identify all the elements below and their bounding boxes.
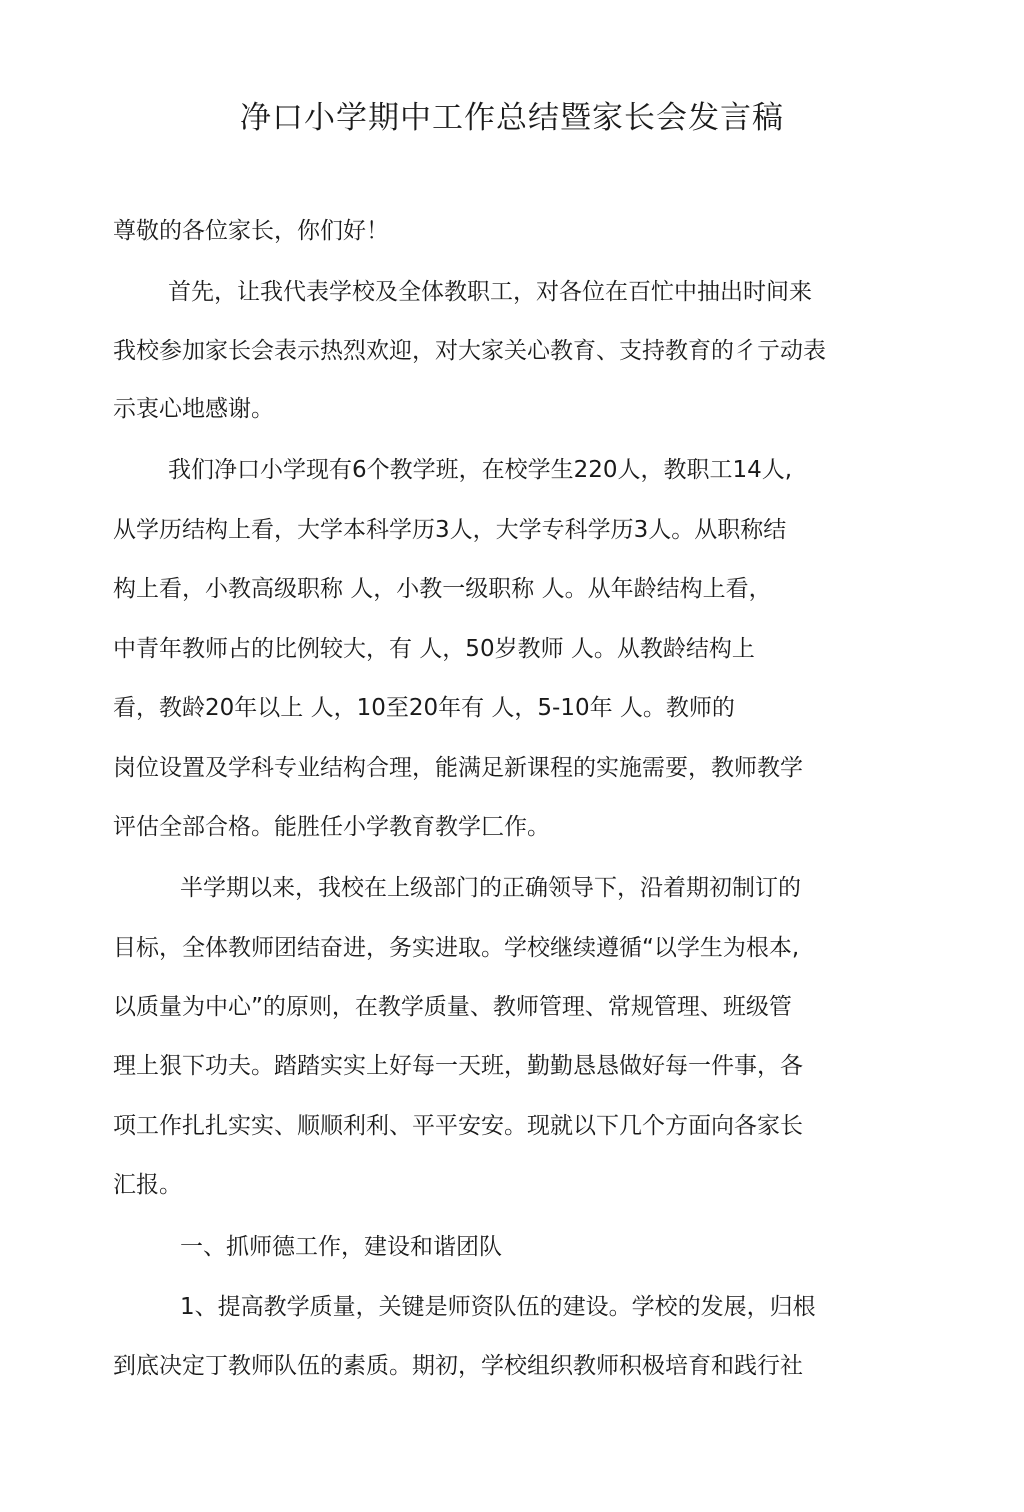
section-heading: 一、抓师德工作，建设和谐团队 xyxy=(180,1234,502,1260)
paragraph-line: 岗位设置及学科专业结构合理，能满足新课程的实施需要，教师教学 xyxy=(113,755,803,781)
paragraph-line: 1、提高教学质量，关键是师资队伍的建设。学校的发展，归根 xyxy=(180,1294,816,1320)
paragraph-line: 到底决定丁教师队伍的素质。期初，学校组织教师积极培育和践行社 xyxy=(113,1353,803,1379)
paragraph-line: 以质量为中心”的原则，在教学质量、教师管理、常规管理、班级管 xyxy=(113,994,792,1020)
paragraph-line: 半学期以来，我校在上级部门的正确领导下，沿着期初制订的 xyxy=(180,875,801,901)
greeting-line: 尊敬的各位家长，你们好！ xyxy=(113,218,389,244)
paragraph-line: 我们净口小学现有6个教学班，在校学生220人，教职工14人, xyxy=(168,457,793,483)
paragraph-line: 从学历结构上看，大学本科学历3人，大学专科学历3人。从职称结 xyxy=(113,517,787,543)
paragraph-line: 目标，全体教师团结奋进，务实进取。学校继续遵循“以学生为根本, xyxy=(113,935,800,961)
paragraph-line: 构上看，小教高级职称 人，小教一级职称 人。从年龄结构上看， xyxy=(113,576,772,602)
paragraph-line: 汇报。 xyxy=(113,1172,182,1198)
paragraph-line: 示衷心地感谢。 xyxy=(113,396,274,422)
paragraph-line: 项工作扎扎实实、顺顺利利、平平安安。现就以下几个方面向各家长 xyxy=(113,1113,803,1139)
document-title: 净口小学期中工作总结暨家长会发言稿 xyxy=(240,100,784,136)
paragraph-line: 看，教龄20年以上 人，10至20年有 人，5-10年 人。教师的 xyxy=(113,695,735,721)
paragraph-line: 我校参加家长会表示热烈欢迎，对大家关心教育、支持教育的彳亍动表 xyxy=(113,338,826,364)
paragraph-line: 评估全部合格。能胜任小学教育教学匚作。 xyxy=(113,814,550,840)
paragraph-line: 中青年教师占的比例较大，有 人，50岁教师 人。从教龄结构上 xyxy=(113,636,755,662)
paragraph-line: 理上狠下功夫。踏踏实实上好每一天班，勤勤恳恳做好每一件事，各 xyxy=(113,1053,803,1079)
paragraph-line: 首先，让我代表学校及全体教职工，对各位在百忙中抽出时间来 xyxy=(168,279,812,305)
